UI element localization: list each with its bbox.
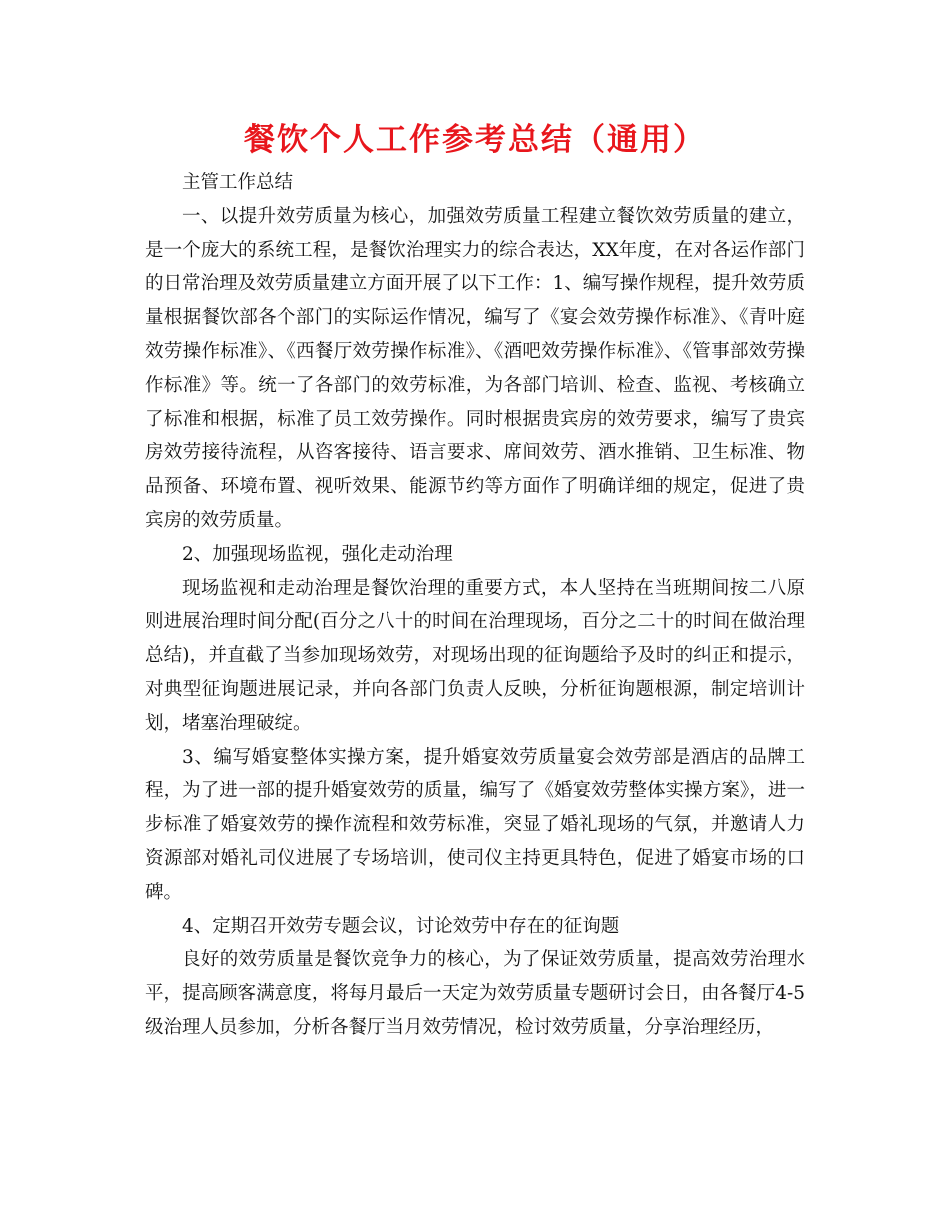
document-body (145, 166, 805, 1045)
document-title: 餐饮个人工作参考总结（通用） (244, 122, 706, 158)
paragraph: 现场监视和走动治理是餐饮治理的重要方式，本人坚持在当班期间按二八原则进展治理时间分配(百分之八十的时间在治理现场，百分之二十的时间在做治理总结)，并直截了当参加现场效劳，对现场出现的征询题给予及时的纠正和提示，对典型征询题进展记录，并向各部门负责人反映，分析征询题根源，制定培训计划，堵塞治理破绽。 (145, 577, 805, 734)
paragraph-heading: 主管工作总结 (182, 172, 294, 193)
paragraph: 2、加强现场监视，强化走动治理 (182, 543, 453, 565)
paragraph: 一、以提升效劳质量为核心，加强效劳质量工程建立餐饮效劳质量的建立，是一个庞大的系统工程，是餐饮治理实力的综合表达，XX年度，在对各运作部门的日常治理及效劳质量建立方面开展了以下工作：1、编写操作规程，提升效劳质量根据餐饮部各个部门的实际运作情况，编写了《宴会效劳操作标准》、《青叶庭效劳操作标准》、《西餐厅效劳操作标准》、《酒吧效劳操作标准》、《管事部效劳操作标准》等。统一了各部门的效劳标准，为各部门培训、检查、监视、考核确立了标准和根据，标准了员工效劳操作。同时根据贵宾房的效劳要求，编写了贵宾房效劳接待流程，从咨客接待、语言要求、席间效劳、酒水推销、卫生标准、物品预备、环境布置、视听效果、能源节约等方面作了明确详细的规定，促进了贵宾房的效劳质量。 (145, 205, 805, 531)
paragraph: 3、编写婚宴整体实操方案，提升婚宴效劳质量宴会效劳部是酒店的品牌工程，为了进一部的提升婚宴效劳的质量，编写了《婚宴效劳整体实操方案》，进一步标准了婚宴效劳的操作流程和效劳标准，突显了婚礼现场的气氛，并邀请人力资源部对婚礼司仪进展了专场培训，使司仪主持更具特色，促进了婚宴市场的口碑。 (145, 746, 805, 903)
paragraph: 良好的效劳质量是餐饮竞争力的核心，为了保证效劳质量，提高效劳治理水平，提高顾客满意度，将每月最后一天定为效劳质量专题研讨会日，由各餐厅4-5级治理人员参加，分析各餐厅当月效劳情况，检讨效劳质量，分享治理经历， (145, 949, 805, 1038)
paragraph: 4、定期召开效劳专题会议，讨论效劳中存在的征询题 (182, 915, 620, 937)
